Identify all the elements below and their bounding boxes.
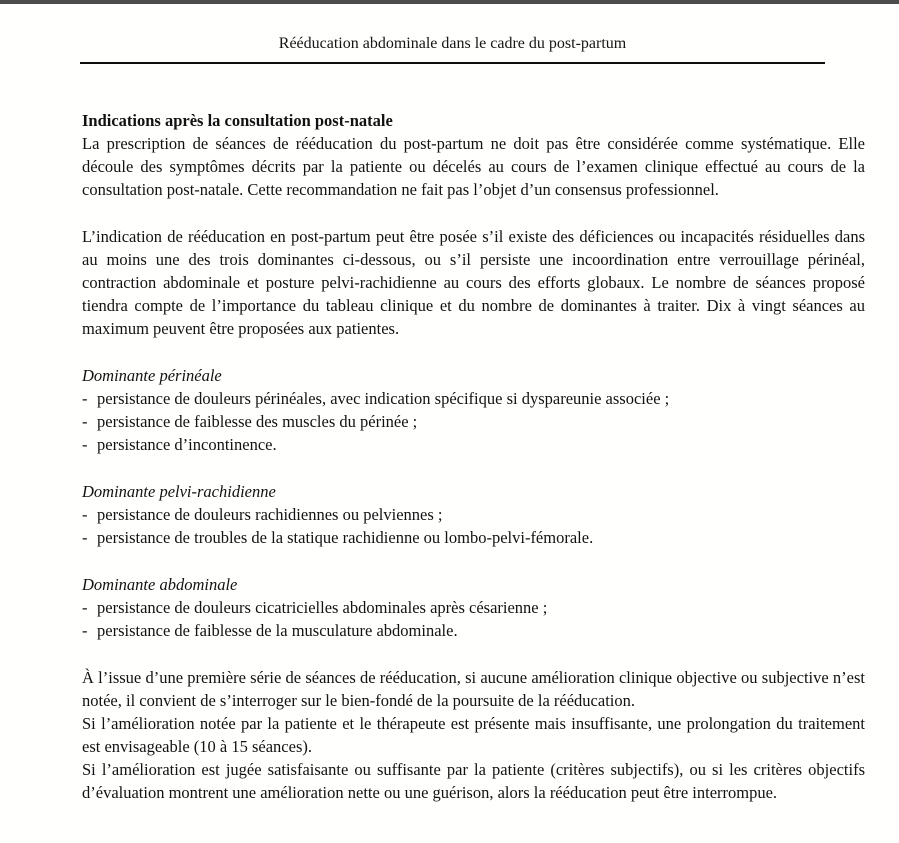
list-item-text: persistance de faiblesse de la musculature abdominale. — [97, 621, 458, 640]
spacer — [82, 340, 865, 364]
list-dash: - — [82, 528, 88, 547]
list-item-text: persistance de douleurs cicatricielles abdominales après césarienne ; — [97, 598, 548, 617]
page-header — [0, 0, 899, 64]
conclusion-paragraph-3: Si l’amélioration est jugée satisfaisante ou suffisante par la patiente (critères subjectifs), ou si les critères objectifs d’évaluation montrent une amélioration nette ou une guérison, alors la rééducation peut être interrompue. — [82, 760, 865, 802]
spacer — [82, 549, 865, 573]
list-item — [82, 619, 865, 642]
intro-paragraph-2: L’indication de rééducation en post-partum peut être posée s’il existe des déficiences ou incapacités résiduelles dans au moins une des trois dominantes ci-dessous, ou s’il persiste une incoordination entre verrouillage périnéal, contraction abdominale et posture pelvi-rachidienne au cours des efforts globaux. Le nombre de séances proposé tiendra compte de l’importance du tableau clinique et du nombre de dominantes à traiter. Dix à vingt séances au maximum peuvent être proposées aux patientes. — [82, 227, 865, 338]
list-dash: - — [82, 621, 88, 640]
section-heading: Indications après la consultation post-natale — [82, 111, 393, 130]
list-item — [82, 410, 865, 433]
running-head-title: Rééducation abdominale dans le cadre du post-partum — [278, 35, 627, 52]
spacer — [82, 642, 865, 666]
list-item-text: persistance d’incontinence. — [97, 435, 277, 454]
list-item — [82, 596, 865, 619]
list-item — [82, 387, 865, 410]
window-top-border — [0, 0, 899, 4]
conclusion-paragraph-1: À l’issue d’une première série de séances de rééducation, si aucune amélioration clinique objective ou subjective n’est notée, il convient de s’interroger sur le bien-fondé de la poursuite de la rééducation. — [82, 668, 865, 710]
list-dash: - — [82, 598, 88, 617]
list-item-text: persistance de douleurs rachidiennes ou pelviennes ; — [97, 505, 443, 524]
list-item — [82, 526, 865, 549]
list-dash: - — [82, 389, 88, 408]
list-item — [82, 503, 865, 526]
list-dash: - — [82, 412, 88, 431]
spacer — [82, 201, 865, 225]
conclusion-paragraph-2: Si l’amélioration notée par la patiente et le thérapeute est présente mais insuffisante, une prolongation du traitement est envisageable (10 à 15 séances). — [82, 714, 865, 756]
list-item-text: persistance de douleurs périnéales, avec indication spécifique si dyspareunie associée ; — [97, 389, 670, 408]
list-dash: - — [82, 435, 88, 454]
list-item-text: persistance de faiblesse des muscles du périnée ; — [97, 412, 418, 431]
list-item-text: persistance de troubles de la statique rachidienne ou lombo-pelvi-fémorale. — [97, 528, 594, 547]
list-item — [82, 433, 865, 456]
spacer — [82, 456, 865, 480]
header-rule — [80, 62, 825, 64]
document-body — [82, 109, 865, 804]
dominante-pelvi-rachidienne-title: Dominante pelvi-rachidienne — [82, 482, 276, 501]
list-dash: - — [82, 505, 88, 524]
intro-paragraph-1: La prescription de séances de rééducation du post-partum ne doit pas être considérée comme systématique. Elle découle des symptômes décrits par la patiente ou décelés au cours de l’examen clinique effectué au cours de la consultation post-natale. Cette recommandation ne fait pas l’objet d’un consensus professionnel. — [82, 134, 865, 199]
dominante-perineale-title: Dominante périnéale — [82, 366, 222, 385]
dominante-abdominale-title: Dominante abdominale — [82, 575, 238, 594]
